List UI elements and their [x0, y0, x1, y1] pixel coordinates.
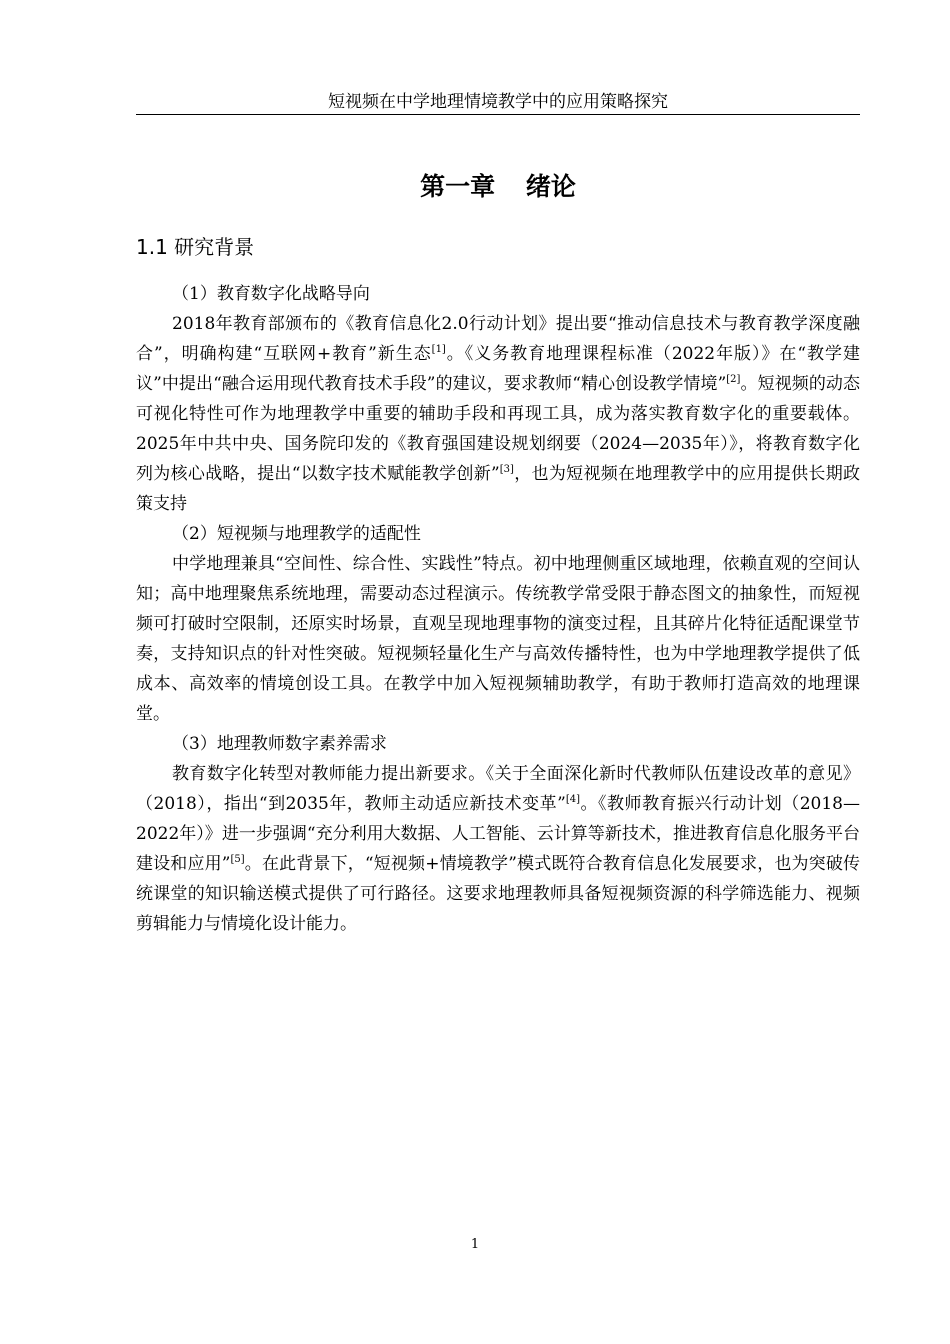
text-run: 中学地理兼具“空间性、综合性、实践性”特点。初中地理侧重区域地理，依赖直观的空间认知；高中地理聚焦系统地理，需要动态过程演示。传统教学常受限于静态图文的抽象性，而短视频可打破时空限制，还原实时场景，直观呈现地理事物的演变过程，且其碎片化特征适配课堂节奏，支持知识点的针对性突破。短视频轻量化生产与高效传播特性，也为中学地理教学提供了低成本、高效率的情境创设工具。在教学中加入短视频辅助教学，有助于教师打造高效的地理课堂。 [136, 554, 860, 724]
text-run: 。《教师教育振兴行动计划（2018—2022年）》进一步强调“充分利用大数据、人工智能、云计算等新技术，推进教育信息化服务平台建设和应用” [136, 794, 860, 874]
subsection-heading: （2）短视频与地理教学的适配性 [172, 524, 421, 544]
citation: [3] [499, 464, 514, 475]
paragraph [136, 309, 860, 519]
paragraph [136, 549, 860, 729]
citation: [5] [230, 854, 245, 865]
header-rule [136, 114, 860, 115]
text-run: 教育数字化转型对教师能力提出新要求。《关于全面深化新时代教师队伍建设改革的意见》（2018），指出“到2035年，教师主动适应新技术变革” [136, 764, 860, 814]
section-heading: 1.1 研究背景 [136, 235, 255, 259]
running-header: 短视频在中学地理情境教学中的应用策略探究 [328, 92, 668, 112]
paragraph [136, 759, 860, 939]
text-run: 。短视频的动态可视化特性可作为地理教学中重要的辅助手段和再现工具，成为落实教育数字化的重要载体。2025年中共中央、国务院印发的《教育强国建设规划纲要（2024—2035年）》，将教育数字化列为核心战略，提出“以数字技术赋能教学创新” [136, 374, 861, 484]
subsection-heading: （3）地理教师数字素养需求 [172, 734, 387, 754]
text-run: 。《义务教育地理课程标准（2022年版）》在“教学建议”中提出“融合运用现代教育技术手段”的建议，要求教师“精心创设教学情境” [136, 344, 860, 394]
citation: [4] [565, 794, 580, 805]
page-number: 1 [470, 1237, 480, 1252]
text-run: ，也为短视频在地理教学中的应用提供长期政策支持 [136, 464, 861, 514]
text-run: 。在此背景下，“短视频+情境教学”模式既符合教育信息化发展要求，也为突破传统课堂的知识输送模式提供了可行路径。这要求地理教师具备短视频资源的科学筛选能力、视频剪辑能力与情境化设计能力。 [136, 854, 860, 934]
subsection-heading: （1）教育数字化战略导向 [172, 284, 370, 304]
body-text [136, 279, 860, 939]
citation: [2] [726, 374, 741, 385]
chapter-title: 第一章 绪论 [420, 172, 576, 201]
citation: [1] [431, 344, 446, 355]
text-run: 2018年教育部颁布的《教育信息化2.0行动计划》提出要“推动信息技术与教育教学深度融合”，明确构建“互联网+教育”新生态 [136, 314, 860, 364]
